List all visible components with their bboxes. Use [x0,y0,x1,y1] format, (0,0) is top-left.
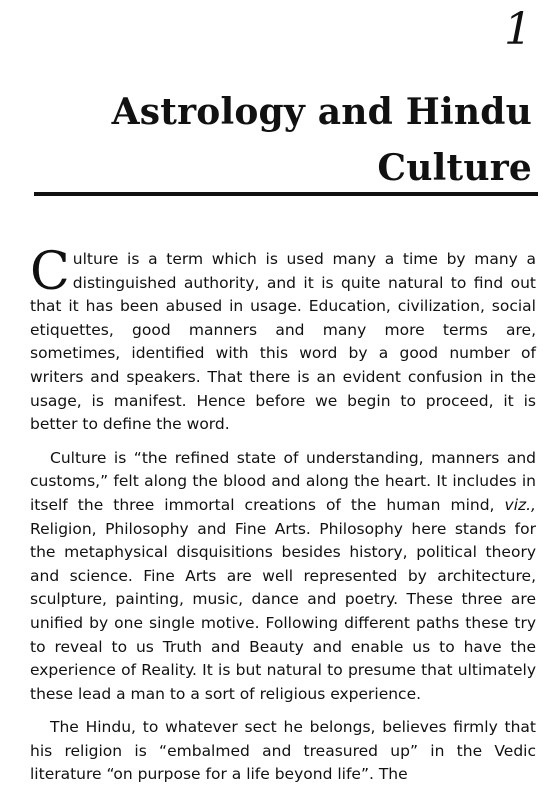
chapter-number: 1 [504,4,532,55]
body-text [30,242,536,797]
chapter-title-line-2: Culture [377,147,532,189]
paragraph-2-text-a: Culture is “the refined state of understanding, manners and customs,” felt along the blood and along the heart. It includes in itself the three immortal creations of the human mind, [30,448,536,514]
paragraph-3 [30,716,536,787]
paragraph-3-text: The Hindu, to whatever sect he belongs, believes firmly that his religion is “embalmed and treasured up” in the Vedic literature “on purpose for a life beyond life”. The [30,718,536,784]
paragraph-2-viz: viz., [504,495,536,514]
chapter-title [32,84,532,196]
chapter-title-line-1: Astrology and Hindu [111,91,532,133]
title-divider [34,192,538,196]
drop-cap: C [30,242,70,302]
paragraph-2-text-b: Religion, Philosophy and Fine Arts. Philosophy here stands for the metaphysical disquisitions besides history, political theory and science. Fine Arts are well represented by architecture, sculpture, painting, music, dance and poetry. These three are unified by one single motive. Following different paths these try to reveal to us Truth and Beauty and enable us to have the experience of Reality. It is but natural to presume that ultimately these lead a man to a sort of religious experience. [30,519,536,703]
paragraph-1 [30,242,536,437]
paragraph-2 [30,447,536,707]
paragraph-1-text: ulture is a term which is used many a time by many a distinguished authority, and it is quite natural to find out that it has been abused in usage. Education, civilization, social etiquettes, good manners and many more terms are, sometimes, identified with this word by a good number of writers and speakers. That there is an evident confusion in the usage, is manifest. Hence before we begin to proceed, it is better to define the word. [30,250,536,434]
